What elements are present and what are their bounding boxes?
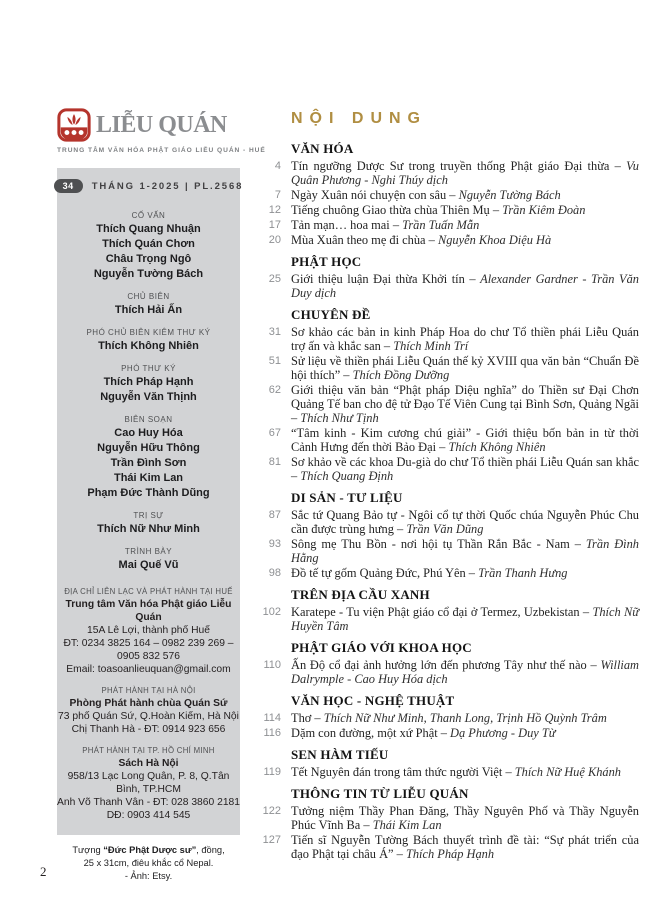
masthead-list bbox=[57, 211, 240, 573]
toc-entry bbox=[255, 605, 639, 633]
contact-org-name: Trung tâm Văn hóa Phật giáo Liễu Quán bbox=[65, 599, 232, 623]
toc-entry-author: Trần Thanh Hưng bbox=[478, 566, 568, 580]
masthead-name: Nguyễn Tường Bách bbox=[93, 268, 204, 280]
toc-entry-text: Karatepe - Tu viện Phật giáo cổ đại ở Termez, Uzbekistan – Thích Nữ Huyền Tâm bbox=[291, 605, 639, 633]
masthead-name: Nguyễn Hữu Thông bbox=[97, 442, 200, 454]
toc-entry-author: Thích Nữ Huệ Khánh bbox=[514, 765, 621, 779]
toc-page-number: 4 bbox=[274, 160, 281, 172]
toc-entry-author: William Dalrymple - Cao Huy Hóa dịch bbox=[291, 658, 639, 686]
toc-section-title: VĂN HÓA bbox=[291, 141, 354, 156]
toc-section-title: PHẬT HỌC bbox=[291, 254, 362, 269]
toc-entry bbox=[255, 508, 639, 536]
toc-entry bbox=[255, 804, 639, 832]
caption-line: 25 x 31cm, điêu khắc cổ Nepal. bbox=[83, 858, 214, 868]
toc-entry-text: Ấn Độ cổ đại ảnh hưởng lớn đến phương Tây như thế nào – William Dalrymple - Cao Huy Hóa dịch bbox=[291, 658, 639, 686]
masthead-name: Mai Quế Vũ bbox=[118, 559, 179, 571]
toc-entry-author: Dạ Phương - Duy Từ bbox=[450, 726, 556, 740]
toc-entry bbox=[255, 726, 639, 740]
contact-org-name: Sách Hà Nội bbox=[118, 758, 179, 769]
masthead-role-label: PHÓ CHỦ BIÊN KIÊM THƯ KÝ bbox=[86, 328, 211, 337]
toc-entry bbox=[255, 426, 639, 454]
contact-line: Email: toasoanlieuquan@gmail.com bbox=[66, 664, 231, 675]
contact-line: 958/13 Lạc Long Quân, P. 8, Q.Tân Bình, TP.HCM bbox=[67, 771, 230, 795]
contact-line: 15A Lê Lợi, thành phố Huế bbox=[87, 625, 210, 636]
toc-entry-text: Tiến sĩ Nguyễn Tường Bách thuyết trình đề tài: “Sự phát triển của đạo Phật tại châu Á” – Thích Pháp Hạnh bbox=[291, 833, 639, 861]
masthead-name: Phạm Đức Thành Dũng bbox=[87, 487, 210, 499]
toc-entry-author: Thích Đồng Dưỡng bbox=[352, 368, 450, 382]
toc-entry-author: Vu Quân Phương - Nghi Thúy dịch bbox=[291, 159, 639, 187]
toc-entry-text: Thơ – Thích Nữ Như Minh, Thanh Long, Trịnh Hồ Quỳnh Trâm bbox=[291, 711, 607, 725]
toc-entry bbox=[255, 218, 639, 232]
masthead-block bbox=[57, 211, 240, 282]
masthead-name: Thích Không Nhiên bbox=[98, 340, 199, 352]
toc-section-title: SEN HÀM TIẾU bbox=[291, 747, 389, 762]
toc-page-number: 116 bbox=[263, 727, 281, 739]
contact-line: DĐ: 0903 414 545 bbox=[106, 810, 191, 821]
page-number: 2 bbox=[40, 864, 47, 879]
toc-section bbox=[255, 640, 639, 686]
toc-section bbox=[255, 693, 639, 740]
toc-entry-text: Tín ngưỡng Dược Sư trong truyền thống Phật giáo Đại thừa – Vu Quân Phương - Nghi Thúy dịch bbox=[291, 159, 639, 187]
masthead-name: Thích Nữ Như Minh bbox=[97, 523, 200, 535]
toc-entry-author: Thích Nữ Huyền Tâm bbox=[291, 605, 639, 633]
contact-block bbox=[57, 746, 240, 822]
toc-page-number: 122 bbox=[262, 805, 281, 817]
toc-section bbox=[255, 587, 639, 633]
toc-section-title: THÔNG TIN TỪ LIỄU QUÁN bbox=[291, 786, 469, 801]
toc-entry-text: Dặm con đường, một xứ Phật – Dạ Phương - Duy Từ bbox=[291, 726, 556, 740]
toc-section bbox=[255, 141, 639, 247]
contact-list bbox=[57, 587, 240, 822]
issue-row bbox=[57, 179, 244, 193]
toc-entry-author: Thích Quang Định bbox=[300, 469, 394, 483]
toc-page-number: 87 bbox=[268, 509, 281, 521]
toc-section-title: PHẬT GIÁO VỚI KHOA HỌC bbox=[291, 640, 472, 655]
toc-entry bbox=[255, 159, 639, 187]
masthead-block bbox=[57, 328, 240, 354]
toc-sections bbox=[255, 141, 639, 861]
toc-section-title: VĂN HỌC - NGHỆ THUẬT bbox=[291, 693, 455, 708]
contact-label: PHÁT HÀNH TẠI HÀ NỘI bbox=[101, 686, 196, 695]
contact-block bbox=[57, 587, 240, 676]
masthead-name: Trần Đình Sơn bbox=[110, 457, 187, 469]
toc-page-number: 20 bbox=[268, 234, 281, 246]
toc-page-number: 12 bbox=[268, 204, 281, 216]
toc-entry-text: Mùa Xuân theo mẹ đi chùa – Nguyễn Khoa Diệu Hà bbox=[291, 233, 552, 247]
toc-section-title: DI SẢN - TƯ LIỆU bbox=[291, 490, 403, 505]
issue-date: THÁNG 1-2025 | PL.2568 bbox=[91, 180, 244, 192]
toc-page-number: 17 bbox=[268, 219, 281, 231]
toc-entry bbox=[255, 233, 639, 247]
toc-entry bbox=[255, 711, 639, 725]
sidebar bbox=[57, 108, 266, 154]
toc-entry-text: Sắc tứ Quang Bảo tự - Ngôi cổ tự thời Quốc chúa Nguyễn Phúc Chu cần được trùng hưng – Trần Văn Dũng bbox=[291, 508, 639, 536]
toc-page-number: 110 bbox=[263, 659, 281, 671]
toc-entry-text: Tết Nguyên đán trong tâm thức người Việt – Thích Nữ Huệ Khánh bbox=[291, 765, 621, 779]
masthead-role-label: CHỦ BIÊN bbox=[127, 292, 170, 301]
masthead-name: Châu Trọng Ngô bbox=[105, 253, 192, 265]
toc-entry-author: Nguyễn Tường Bách bbox=[458, 188, 561, 202]
toc-entry bbox=[255, 203, 639, 217]
toc-page-number: 119 bbox=[263, 766, 281, 778]
caption-line: Tượng “Đức Phật Dược sư”, đồng, bbox=[72, 845, 225, 855]
toc-section bbox=[255, 307, 639, 483]
contents-heading: NỘI DUNG bbox=[291, 110, 427, 127]
toc-page-number: 7 bbox=[274, 189, 281, 201]
contact-line: Chị Thanh Hà - ĐT: 0914 923 656 bbox=[71, 724, 226, 735]
masthead-block bbox=[57, 292, 240, 318]
contact-label: ĐỊA CHỈ LIÊN LẠC VÀ PHÁT HÀNH TẠI HUẾ bbox=[64, 587, 233, 596]
lotus-icon bbox=[57, 108, 91, 142]
toc-entry-text: Giới thiệu luận Đại thừa Khởi tín – Alexander Gardner - Trần Văn Duy dịch bbox=[291, 272, 639, 300]
masthead-role-label: BIÊN SOẠN bbox=[124, 415, 173, 424]
contact-line: 73 phố Quán Sứ, Q.Hoàn Kiếm, Hà Nội bbox=[58, 711, 239, 722]
toc-entry-author: Alexander Gardner - Trần Văn Duy dịch bbox=[291, 272, 639, 300]
toc-entry-text: Tản mạn… hoa mai – Trần Tuấn Mẫn bbox=[291, 218, 480, 232]
toc-page-number: 81 bbox=[268, 456, 281, 468]
caption-bold: “Đức Phật Dược sư” bbox=[103, 845, 197, 855]
masthead-role-label: CỐ VẤN bbox=[131, 211, 166, 220]
toc-entry-author: Thái Kim Lan bbox=[372, 818, 442, 832]
masthead-name: Thích Pháp Hạnh bbox=[103, 376, 194, 388]
toc-entry bbox=[255, 383, 639, 425]
cover-image-caption bbox=[57, 844, 240, 883]
toc-page-number: 62 bbox=[268, 384, 281, 396]
toc-entry-text: Tiếng chuông Giao thừa chùa Thiên Mụ – Trần Kiêm Đoàn bbox=[291, 203, 586, 217]
toc-entry-author: Thích Không Nhiên bbox=[448, 440, 546, 454]
toc-entry bbox=[255, 354, 639, 382]
toc-entry-text: “Tâm kinh - Kim cương chú giải” - Giới thiệu bốn bản in từ thời Cảnh Hưng đến thời Bảo Đại – Thích Không Nhiên bbox=[291, 426, 639, 454]
toc-entry-text: Đồ tế tự gốm Quảng Đức, Phú Yên – Trần Thanh Hưng bbox=[291, 566, 568, 580]
toc-page-number: 114 bbox=[263, 712, 281, 724]
masthead-name: Thích Quán Chơn bbox=[102, 238, 195, 250]
masthead-role-label: PHÓ THƯ KÝ bbox=[121, 364, 176, 373]
masthead-block bbox=[57, 547, 240, 573]
issue-number-badge: 34 bbox=[54, 179, 83, 193]
toc-section bbox=[255, 747, 639, 779]
contact-label: PHÁT HÀNH TẠI TP. HỒ CHÍ MINH bbox=[82, 746, 215, 755]
toc-entry bbox=[255, 765, 639, 779]
masthead-block bbox=[57, 415, 240, 501]
contact-line: Anh Võ Thanh Vân - ĐT: 028 3860 2181 bbox=[57, 797, 241, 808]
toc-entry-text: Sông mẹ Thu Bồn - nơi hội tụ Thần Rắn Bắc - Nam – Trần Đình Hằng bbox=[291, 537, 639, 565]
toc-entry-text: Sử liệu về thiền phái Liễu Quán thế kỷ XVIII qua văn bản “Chuẩn Đề hội thích” – Thích Đồng Dưỡng bbox=[291, 354, 639, 382]
masthead-name: Thích Hải Ấn bbox=[114, 304, 183, 316]
masthead-block bbox=[57, 511, 240, 537]
contact-line: ĐT: 0234 3825 164 – 0982 239 269 – 0905 832 576 bbox=[63, 638, 234, 662]
toc-page-number: 127 bbox=[262, 834, 281, 846]
toc-entry-author: Trần Kiêm Đoàn bbox=[502, 203, 586, 217]
toc-section bbox=[255, 254, 639, 300]
toc-entry-author: Trần Đình Hằng bbox=[291, 537, 639, 565]
toc-page-number: 25 bbox=[268, 273, 281, 285]
toc-entry-text: Sơ khảo các bản in kinh Pháp Hoa do chư Tổ thiền phái Liễu Quán trợ ấn và khắc san – Thích Minh Trí bbox=[291, 325, 639, 353]
toc-entry-text: Ngày Xuân nói chuyện con sâu – Nguyễn Tường Bách bbox=[291, 188, 561, 202]
magazine-title: LIỄU QUÁN bbox=[96, 112, 227, 138]
masthead-role-label: TRỊ SỰ bbox=[133, 511, 164, 520]
toc-section bbox=[255, 490, 639, 580]
toc-page-number: 98 bbox=[268, 567, 281, 579]
toc-entry-text: Sơ khảo về các khoa Du-già do chư Tổ thiền phái Liễu Quán san khắc – Thích Quang Định bbox=[291, 455, 639, 483]
toc-entry bbox=[255, 566, 639, 580]
toc-page-number: 93 bbox=[268, 538, 281, 550]
toc-entry-text: Giới thiệu văn bản “Phật pháp Diệu nghĩa” do Thiền sư Đại Chơn Quảng Tế ban cho đệ tử Đạo Tế Viên Cung tại Bình Sơn, Quảng Ngãi – Thích Như Tịnh bbox=[291, 383, 639, 425]
masthead-block bbox=[57, 364, 240, 405]
toc-entry-author: Trần Văn Dũng bbox=[406, 522, 484, 536]
masthead-name: Thích Quang Nhuận bbox=[96, 223, 201, 235]
table-of-contents bbox=[255, 110, 639, 862]
toc-entry-author: Thích Minh Trí bbox=[393, 339, 469, 353]
magazine-tagline: TRUNG TÂM VĂN HÓA PHẬT GIÁO LIỄU QUÁN - HUẾ bbox=[57, 147, 266, 154]
toc-section-title: TRÊN ĐỊA CẦU XANH bbox=[291, 587, 430, 602]
toc-page-number: 51 bbox=[268, 355, 281, 367]
masthead-name: Nguyễn Văn Thịnh bbox=[100, 391, 197, 403]
masthead-panel bbox=[57, 168, 244, 881]
toc-entry bbox=[255, 658, 639, 686]
toc-page-number: 102 bbox=[262, 606, 281, 618]
toc-section-title: CHUYÊN ĐỀ bbox=[291, 307, 371, 322]
toc-entry bbox=[255, 272, 639, 300]
caption-line: - Ảnh: Etsy. bbox=[124, 871, 173, 881]
toc-entry-author: Thích Pháp Hạnh bbox=[405, 847, 495, 861]
toc-section bbox=[255, 786, 639, 861]
toc-entry bbox=[255, 537, 639, 565]
contact-block bbox=[57, 686, 240, 736]
toc-entry-text: Tưởng niệm Thầy Phan Đăng, Thầy Nguyên Phố và Thầy Nguyễn Phúc Vĩnh Ba – Thái Kim Lan bbox=[291, 804, 639, 832]
toc-page-number: 31 bbox=[268, 326, 281, 338]
toc-entry-author: Thích Nữ Như Minh, Thanh Long, Trịnh Hồ Quỳnh Trâm bbox=[323, 711, 607, 725]
toc-entry bbox=[255, 455, 639, 483]
masthead-name: Thái Kim Lan bbox=[113, 472, 184, 484]
toc-entry bbox=[255, 325, 639, 353]
toc-entry-author: Trần Tuấn Mẫn bbox=[402, 218, 480, 232]
toc-entry bbox=[255, 188, 639, 202]
toc-entry-author: Nguyễn Khoa Diệu Hà bbox=[437, 233, 552, 247]
toc-entry bbox=[255, 833, 639, 861]
toc-page-number: 67 bbox=[268, 427, 281, 439]
contact-org-name: Phòng Phát hành chùa Quán Sứ bbox=[69, 698, 228, 709]
masthead-role-label: TRÌNH BÀY bbox=[124, 547, 173, 556]
magazine-logo bbox=[57, 108, 240, 142]
masthead-name: Cao Huy Hóa bbox=[114, 427, 183, 439]
toc-entry-author: Thích Như Tịnh bbox=[300, 411, 379, 425]
